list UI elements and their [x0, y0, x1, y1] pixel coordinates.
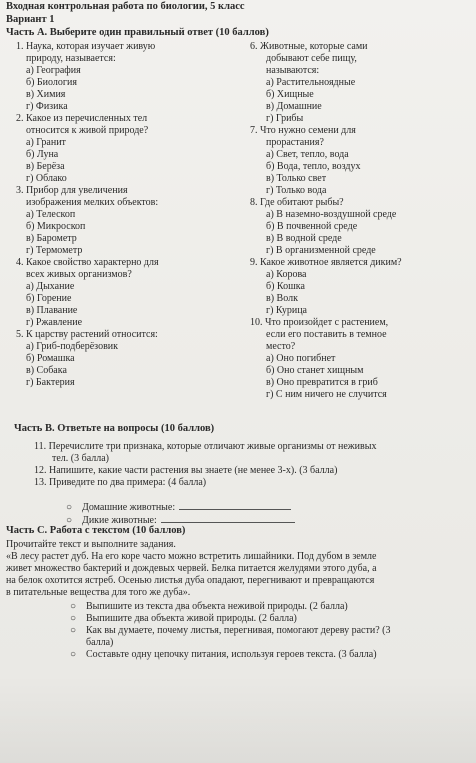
- answer-option: в) Только свет: [266, 173, 327, 184]
- part-c-tasks: [70, 601, 391, 661]
- answer-option: а) Растительноядные: [266, 77, 356, 88]
- question-text: если его поставить в темное: [266, 329, 387, 340]
- part-a-heading: Часть А. Выберите один правильный ответ (10 баллов): [6, 27, 269, 38]
- question-text: 11. Перечислите три признака, которые отличают живые организмы от неживых: [34, 441, 377, 452]
- answer-option: в) Собака: [26, 365, 67, 376]
- answer-option: в) Волк: [266, 293, 298, 304]
- answer-option: в) Барометр: [26, 233, 77, 244]
- reading-text-line: живет множество бактерий и дождевых червей. Белка питается желудями этого дуба, а: [6, 563, 377, 574]
- bullet-icon: ○: [70, 613, 77, 624]
- answer-option: г) В организменной среде: [266, 245, 376, 256]
- part-a-right-column: [250, 41, 402, 401]
- answer-option: г) Термометр: [26, 245, 83, 256]
- task-text: Выпишите два объекта живой природы. (2 балла): [86, 613, 297, 624]
- answer-option: г) Курица: [266, 305, 307, 316]
- answer-option: г) Ржавление: [26, 317, 83, 328]
- answer-option: а) Дыхание: [26, 281, 75, 292]
- part-b-subitems: [66, 501, 295, 527]
- bullet-icon: ○: [66, 502, 73, 513]
- task-text: Как вы думаете, почему листья, перегнивая, помогают дереву расти? (3: [86, 625, 391, 636]
- question-text: 7. Что нужно семени для: [250, 125, 356, 136]
- part-c-text: [6, 539, 377, 599]
- answer-option: г) Грибы: [266, 113, 304, 124]
- paper-shadow: [0, 675, 476, 763]
- bullet-icon: ○: [70, 601, 77, 612]
- part-b-heading: Часть B. Ответьте на вопросы (10 баллов): [14, 423, 215, 434]
- task-text: Составьте одну цепочку питания, используя героев текста. (3 балла): [86, 649, 377, 660]
- question-text: прорастания?: [266, 137, 324, 148]
- answer-option: а) В наземно-воздушной среде: [266, 209, 397, 220]
- answer-option: в) В водной среде: [266, 233, 342, 244]
- bullet-icon: ○: [70, 625, 77, 636]
- question-text: 13. Приведите по два примера: (4 балла): [34, 477, 207, 488]
- answer-option: б) Горение: [26, 293, 72, 304]
- answer-option: б) Ромашка: [26, 353, 75, 364]
- answer-option: а) Телескоп: [26, 209, 76, 220]
- reading-text-line: «В лесу растет дуб. На его коре часто можно встретить лишайники. Под дубом в земле: [6, 551, 377, 562]
- answer-option: б) Хищные: [266, 89, 314, 100]
- part-b-questions: [34, 441, 376, 489]
- answer-option: а) География: [26, 65, 81, 76]
- answer-option: в) Берёза: [26, 161, 65, 172]
- question-text: 1. Наука, которая изучает живую: [16, 41, 156, 52]
- task-text: балла): [86, 637, 114, 648]
- question-text: природу, называется:: [26, 53, 116, 64]
- answer-option: в) Химия: [26, 89, 66, 100]
- reading-text-line: на белок охотится ястреб. Осенью листья дуба опадают, перегнивают и превращаются: [6, 575, 375, 586]
- answer-option: б) Кошка: [266, 281, 305, 292]
- answer-option: а) Гриб-подберёзовик: [26, 341, 118, 352]
- answer-option: в) Оно превратится в гриб: [266, 377, 378, 388]
- question-text: 9. Какое животное является диким?: [250, 257, 402, 268]
- part-c-heading: Часть С. Работа с текстом (10 баллов): [6, 525, 186, 536]
- answer-option: а) Гранит: [26, 137, 66, 148]
- question-text: изображения мелких объектов:: [26, 197, 159, 208]
- answer-option: б) Биология: [26, 77, 77, 88]
- answer-option: б) Микроскоп: [26, 221, 86, 232]
- question-text: относится к живой природе?: [26, 125, 149, 136]
- answer-option: г) Бактерия: [26, 377, 75, 388]
- answer-option: в) Плавание: [26, 305, 78, 316]
- question-text: 3. Прибор для увеличения: [16, 185, 128, 196]
- answer-blank[interactable]: [161, 514, 295, 523]
- answer-option: б) Оно станет хищным: [266, 365, 364, 376]
- answer-option: а) Свет, тепло, вода: [266, 149, 349, 160]
- question-text: 5. К царству растений относится:: [16, 329, 158, 340]
- question-text: всех живых организмов?: [26, 269, 132, 280]
- answer-option: б) В почвенной среде: [266, 221, 358, 232]
- question-text: тел. (3 балла): [52, 453, 109, 464]
- reading-text-line: в питательные вещества для того же дуба».: [6, 587, 191, 598]
- worksheet-title: Входная контрольная работа по биологии, 5 класс: [6, 1, 245, 12]
- answer-option: б) Луна: [26, 149, 59, 160]
- question-text: называются:: [266, 65, 320, 76]
- question-text: 2. Какое из перечисленных тел: [16, 113, 148, 124]
- answer-option: а) Корова: [266, 269, 307, 280]
- answer-option: б) Вода, тепло, воздух: [266, 161, 361, 172]
- task-text: Выпишите из текста два объекта неживой природы. (2 балла): [86, 601, 348, 612]
- answer-blank[interactable]: [179, 501, 291, 510]
- answer-option: в) Домашние: [266, 101, 322, 112]
- question-text: 12. Напишите, какие части растения вы знаете (не менее 3-х). (3 балла): [34, 465, 338, 476]
- answer-option: г) С ним ничего не случится: [266, 389, 387, 400]
- question-text: 6. Животные, которые сами: [250, 41, 368, 52]
- question-text: 8. Где обитают рыбы?: [250, 197, 344, 208]
- bullet-icon: ○: [70, 649, 77, 660]
- instruction-text: Прочитайте текст и выполните задания.: [6, 539, 176, 550]
- bullet-icon: ○: [66, 515, 73, 526]
- answer-option: г) Физика: [26, 101, 68, 112]
- part-a-left-column: [16, 41, 159, 389]
- question-text: добывают себе пищу,: [266, 53, 357, 64]
- question-text: место?: [266, 341, 296, 352]
- answer-option: а) Оно погибнет: [266, 353, 336, 364]
- answer-option: г) Облако: [26, 173, 67, 184]
- subitem-label: Дикие животные:: [82, 515, 157, 526]
- question-text: 4. Какое свойство характерно для: [16, 257, 159, 268]
- subitem-label: Домашние животные:: [82, 502, 176, 513]
- question-text: 10. Что произойдет с растением,: [250, 317, 389, 328]
- answer-option: г) Только вода: [266, 185, 327, 196]
- variant-label: Вариант 1: [6, 14, 55, 25]
